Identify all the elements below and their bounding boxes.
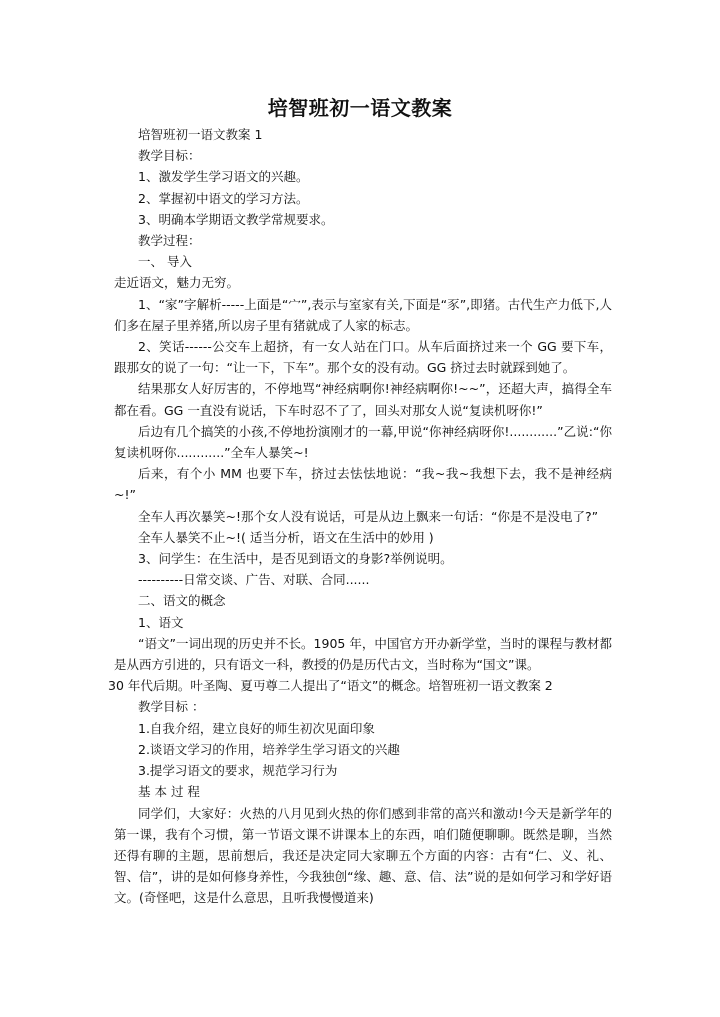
paragraph: 后边有几个搞笑的小孩,不停地扮演刚才的一幕,甲说“你神经病呀你!............”乙说:“你复读机呀你............”全车人暴笑~! [114,423,612,461]
paragraph-line: 30 年代后期。叶圣陶、夏丏尊二人提出了“语文”的概念。培智班初一语文教案 2 [108,678,553,694]
paragraph-line: 教学过程： [138,233,201,249]
paragraph-line: ----------日常交谈、广告、对联、合同...... [138,572,370,588]
paragraph-line: 一、 导入 [138,254,192,270]
document-title: 培智班初一语文教案 [267,96,453,120]
paragraph-line: 教学目标 ： [138,699,205,715]
paragraph: 3、问学生：在生活中，是否见到语文的身影?举例说明。 [138,551,453,567]
paragraph-line: 3.提学习语文的要求，规范学习行为 [138,763,338,779]
paragraph-line: 1.自我介绍，建立良好的师生初次见面印象 [138,720,375,736]
document-body [108,124,612,909]
paragraph: “语文”一词出现的历史并不长。1905 年，中国官方开办新学堂，当时的课程与教材都是从西方引进的，只有语文一科，教授的仍是历代古文，当时称为“国文”课。 [114,635,612,673]
section-heading: 二、语文的概念 [138,593,226,609]
paragraph: 2、笑话------公交车上超挤，有一女人站在门口。从车后面挤过来一个 GG 要下车，跟那女的说了一句：“让一下，下车”。那个女的没有动。GG 挤过去时就踩到她了。 [114,339,612,376]
section-heading: 培智班初一语文教案 1 [138,127,263,142]
paragraph-line: 2.谈语文学习的作用，培养学生学习语文的兴趣 [138,741,400,757]
paragraph: 同学们，大家好：火热的八月见到火热的你们感到非常的高兴和激动!今天是新学年的第一课，我有个习惯，第一节语文课不讲课本上的东西，咱们随便聊聊。既然是聊，当然还得有聊的主题，思前想后，我还是决定同大家聊五个方面的内容：古有“仁、义、礼、智、信”，讲的是如何修身养性，今我独创“缘、趣、意、信、法”说的是如何学习和学好语文。(奇怪吧，这是什么意思，且听我慢慢道来) [114,805,612,906]
section-heading: 基 本 过 程 [138,784,200,800]
paragraph: 全车人暴笑不止~!( 适当分析，语文在生活中的妙用 ) [138,529,434,545]
paragraph: 全车人再次暴笑~!那个女人没有说话，可是从边上飘来一句话：“你是不是没电了?” [138,508,599,524]
paragraph-line: 3、明确本学期语文教学常规要求。 [138,211,334,227]
paragraph-line: 教学目标： [138,148,201,164]
paragraph: 结果那女人好厉害的，不停地骂“神经病啊你!神经病啊你!~~”，还超大声，搞得全车都在看。GG 一直没有说话，下车时忍不了了，回头对那女人说“复读机呀你!” [114,381,612,418]
paragraph-line: 2、掌握初中语文的学习方法。 [138,190,309,206]
paragraph: 后来，有个小 MM 也要下车，挤过去怯怯地说：“我~我~我想下去，我不是神经病~!” [114,466,612,503]
paragraph-line: 1、激发学生学习语文的兴趣。 [138,169,309,185]
paragraph: 1、“家”字解析-----上面是“宀”,表示与室家有关,下面是“豕”,即猪。古代生产力低下,人们多在屋子里养猪,所以房子里有猪就成了人家的标志。 [114,296,612,333]
paragraph-line: 1、语文 [138,614,184,630]
paragraph-line: 走近语文，魅力无穷。 [114,275,240,291]
